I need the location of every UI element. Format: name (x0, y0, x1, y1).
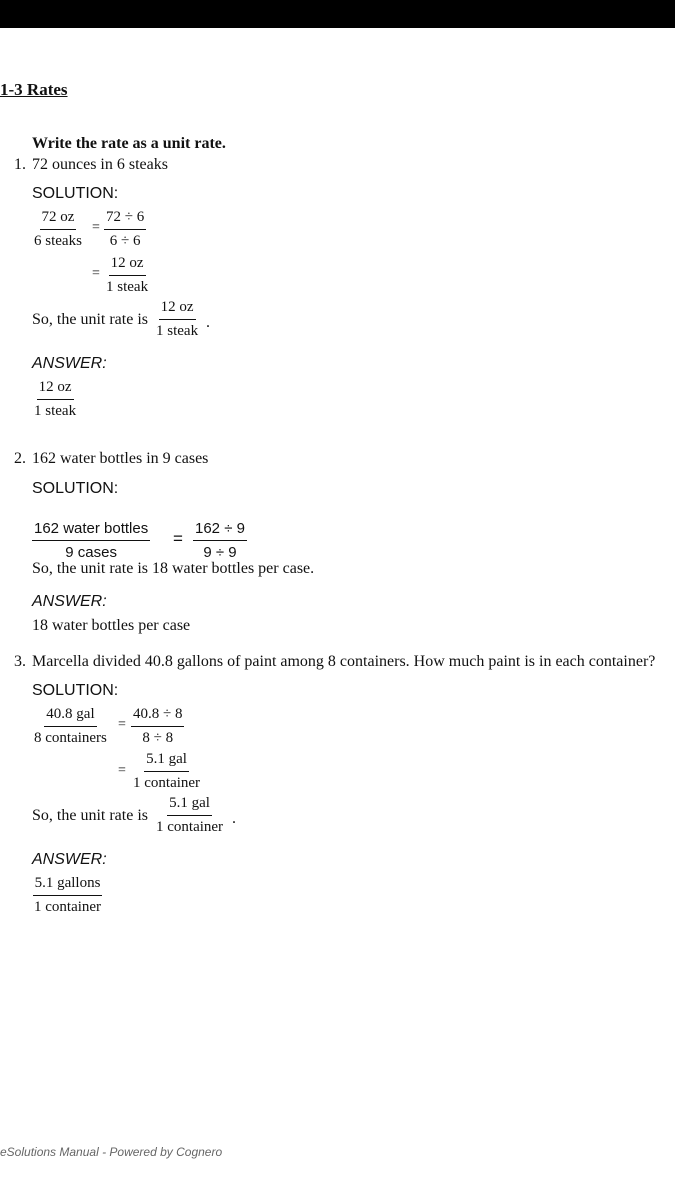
top-bar (0, 0, 675, 28)
problem-1-step2: 12 oz 1 steak (106, 255, 149, 295)
problem-1-step1-lhs: 72 oz 6 steaks (34, 209, 82, 249)
problem-1-conclusion-prefix: So, the unit rate is (32, 311, 148, 328)
problem-1-conclusion-fraction: 12 oz 1 steak (156, 299, 199, 339)
problem-2-conclusion: So, the unit rate is 18 water bottles per case. (32, 560, 315, 577)
problem-3-conclusion-suffix: . (232, 810, 236, 827)
problem-1-answer-label: ANSWER: (32, 355, 107, 372)
problem-2-answer: 18 water bottles per case (32, 617, 191, 634)
problem-1-step1-rhs: $\frac{72 \div 6}{6 \div 6}$ (106, 209, 145, 249)
problem-1-solution-label: SOLUTION: (32, 185, 119, 202)
problem-2-answer-label: ANSWER: (32, 593, 107, 610)
problem-3-answer-label: ANSWER: (32, 851, 107, 868)
problem-3-text: Marcella divided 40.8 gallons of paint among 8 containers. How much paint is in each container? (32, 653, 656, 670)
problem-3-solution-label: SOLUTION: (32, 682, 119, 699)
problem-2-step1-lhs: 162 water bottles 9 cases (34, 520, 149, 561)
problem-1-number: 1. (14, 156, 26, 173)
problem-3-conclusion-prefix: So, the unit rate is (32, 807, 148, 824)
problem-3-step2: 5.1 gal 1 container (133, 751, 201, 791)
problem-1-conclusion-suffix: . (206, 314, 210, 331)
problem-2-solution-label: SOLUTION: (32, 480, 119, 497)
problem-2-text: 162 water bottles in 9 cases (32, 450, 209, 467)
equals-sign: = (118, 763, 126, 778)
problem-1-answer: 12 oz 1 steak (34, 379, 77, 419)
equals-sign: = (92, 266, 100, 281)
problem-1-text: 72 ounces in 6 steaks (32, 156, 168, 173)
problem-3-step1-lhs: 40.8 gal 8 containers (34, 706, 107, 746)
problem-2-step1-rhs: $\frac{162 \div 9}{9 \div 9}$ (195, 520, 245, 561)
equals-sign: = (173, 529, 183, 548)
problem-3-answer: 5.1 gallons 1 container (34, 875, 102, 915)
footer-text: eSolutions Manual - Powered by Cognero (0, 1145, 223, 1159)
problem-2-number: 2. (14, 450, 26, 467)
equals-sign: = (118, 717, 126, 732)
problem-3-number: 3. (14, 653, 26, 670)
page-title: 1-3 Rates (0, 80, 68, 99)
instructions: Write the rate as a unit rate. (32, 135, 226, 152)
problem-3-step1-rhs: $\frac{40.8 \div 8}{8 \div 8}$ (133, 706, 183, 746)
equals-sign: = (92, 220, 100, 235)
problem-3-conclusion-fraction: 5.1 gal 1 container (156, 795, 224, 835)
